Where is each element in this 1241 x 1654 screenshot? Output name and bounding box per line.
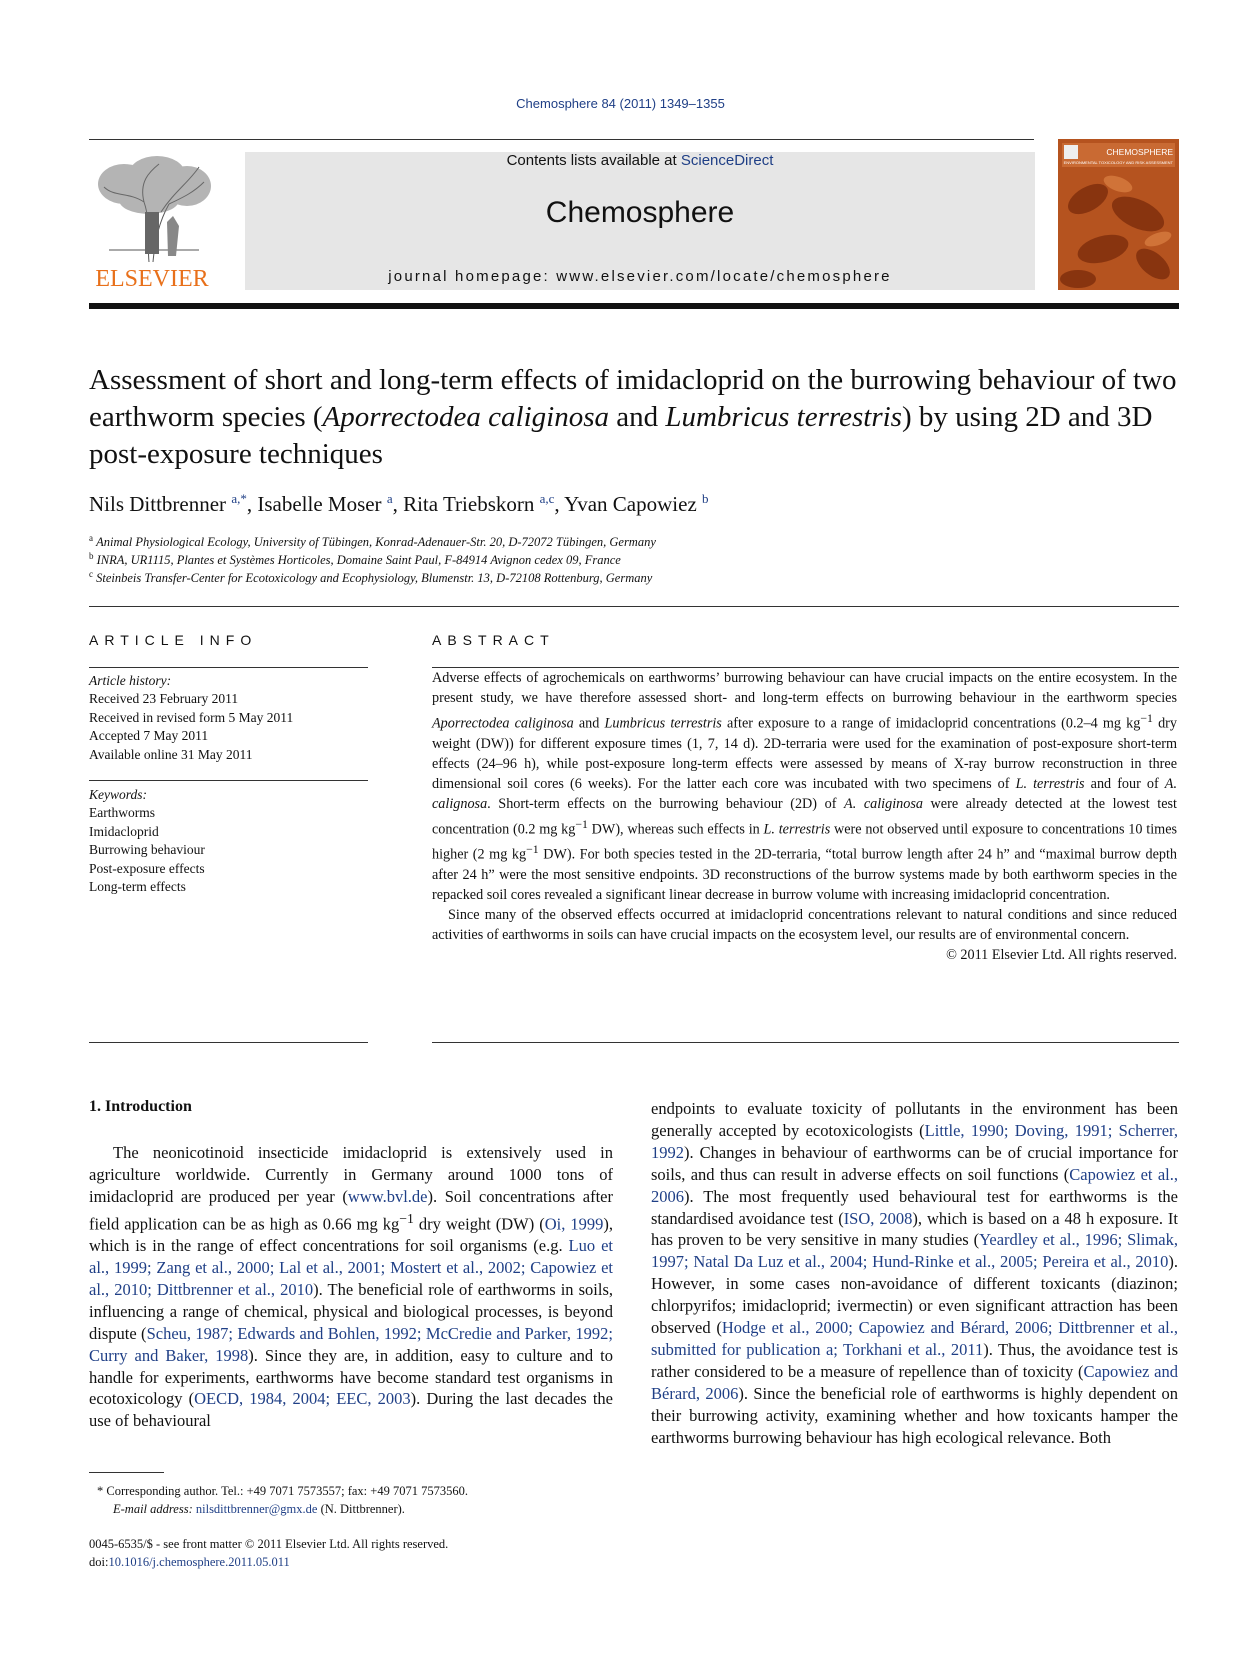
history-rule [89, 780, 368, 781]
abstract-species: L. terrestris [1015, 775, 1085, 792]
email-label: E-mail address: [113, 1502, 196, 1516]
abstract-paragraph: Since many of the observed effects occurred at imidacloprid concentrations relevant to natural conditions and since reduced activities of earthworms in soils can have crucial impacts on the ecosystem level, our results are of environmental concern. [432, 907, 1177, 944]
elsevier-logo[interactable] [89, 152, 216, 290]
affiliation-text: INRA, UR1115, Plantes et Systèmes Horticoles, Domaine Saint Paul, F-84914 Avignon cedex 09, France [96, 553, 621, 568]
exponent: −1 [1140, 711, 1153, 725]
author-affil-sup[interactable]: b [702, 491, 709, 506]
abstract-body [432, 668, 1177, 965]
elsevier-logo-text: ELSEVIER [95, 266, 209, 290]
author-affil-sup[interactable]: a,* [231, 491, 247, 506]
intro-paragraph [651, 1098, 1178, 1449]
intro-text: ). During the last decades the use of behavioural [89, 1389, 614, 1431]
journal-citation[interactable]: Chemosphere 84 (2011) 1349–1355 [516, 96, 725, 111]
abstract-text: and four of [1084, 775, 1165, 792]
abstract-paragraph [432, 668, 1177, 905]
intro-text: ), which is based on a 48 h exposure. It has proven to be very sensitive in many studies ( [651, 1208, 1178, 1250]
front-matter-notice: 0045-6535/$ - see front matter © 2011 Elsevier Ltd. All rights reserved. [89, 1537, 449, 1551]
journal-homepage[interactable]: journal homepage: www.elsevier.com/locate/chemosphere [388, 268, 892, 285]
corresponding-author-footnote [89, 1482, 468, 1518]
footnote-text: * Corresponding author. Tel.: +49 7071 7573557; fax: +49 7071 7573560. [97, 1484, 468, 1498]
contents-prefix: Contents lists available at [506, 152, 681, 169]
affiliation-sup: a [89, 533, 93, 543]
intro-text: ). Thus, the avoidance test is rather considered to be a measure of repellence than of toxicity ( [651, 1339, 1179, 1381]
history-item: Accepted 7 May 2011 [89, 728, 209, 744]
cover-subtitle: ENVIRONMENTAL TOXICOLOGY AND RISK ASSESSMENT [1063, 160, 1173, 165]
title-part: Assessment of short and long-term effects of imidacloprid on the burrowing behaviour of two earthworm species ( [89, 364, 1177, 433]
intro-text: ). Since they are, in addition, easy to culture and to handle for experiments, earthworms have become standard test organisms in ecotoxicology ( [89, 1345, 613, 1409]
abstract-text: were not observed until exposure to concentrations 10 times higher (2 mg kg [432, 821, 1178, 864]
intro-text: ). The beneficial role of earthworms in soils, influencing a range of chemical, physical and biological processes, is beyond dispute ( [89, 1279, 613, 1343]
history-label: Article history: [89, 673, 172, 688]
article-info-heading: ARTICLE INFO [89, 632, 258, 648]
abstract-bottom-rule [432, 1042, 1179, 1043]
author-name[interactable]: Nils Dittbrenner [89, 492, 227, 516]
author-name[interactable]: Rita Triebskorn [403, 492, 535, 516]
contents-line [245, 152, 1035, 169]
history-item: Received 23 February 2011 [89, 691, 239, 707]
keyword: Imidacloprid [89, 823, 159, 839]
header-thick-rule [89, 303, 1179, 309]
abstract-text: dry weight (DW)) for different exposure times (1, 7, 14 d). 2D-terraria were used for the examination of post-exposure short-term effects (24–96 h), while post-exposure long-term effects were assessed by means of X-ray burrow reconstruction in three dimensional soil cores (6 weeks). For the latter each core was incubated with two specimens of [432, 715, 1177, 792]
citation-link[interactable]: Little, 1990; Doving, 1991; Scherrer, 1992 [651, 1120, 1178, 1162]
exponent: −1 [575, 816, 588, 831]
abstract-heading: ABSTRACT [432, 632, 555, 648]
intro-text: endpoints to evaluate toxicity of pollutants in the environment has been generally accepted by ecotoxicologists ( [651, 1099, 1178, 1140]
intro-text: ). Soil concentrations after field application can be as high as 0.66 mg kg [89, 1186, 613, 1234]
author-affil-sup[interactable]: a [386, 491, 393, 506]
affiliation-text: Steinbeis Transfer-Center for Ecotoxicology and Ecophysiology, Blumenstr. 13, D-72108 Rottenburg, Germany [96, 571, 653, 586]
intro-text: ). Since the beneficial role of earthworms is highly dependent on their burrowing activity, examining whether and how toxicants hamper the earthworms burrowing behaviour has high ecological relevance. Both [651, 1383, 1178, 1447]
citation-link[interactable]: Scheu, 1987; Edwards and Bohlen, 1992; McCredie and Parker, 1992; Curry and Baker, 1998 [89, 1323, 613, 1365]
author-affil-sup[interactable]: a,c [539, 491, 555, 506]
affiliation-text: Animal Physiological Ecology, University of Tübingen, Konrad-Adenauer-Str. 20, D-72072 Tübingen, Germany [96, 535, 656, 550]
author-name[interactable]: Yvan Capowiez [564, 492, 697, 516]
doi-label: doi: [89, 1555, 109, 1569]
keywords [89, 786, 205, 896]
journal-banner [245, 152, 1035, 290]
intro-left-column [89, 1142, 613, 1432]
abstract-text: and [573, 715, 605, 732]
intro-text: dry weight (DW) ( [413, 1214, 545, 1234]
citation-link[interactable]: Capowiez and Bérard, 2006 [651, 1361, 1178, 1403]
citation-link[interactable]: OECD, 1984, 2004; EEC, 2003 [194, 1389, 411, 1409]
intro-text: ). The most frequently used behavioural test for earthworms is the standardised avoidance test ( [651, 1186, 1178, 1228]
exponent: −1 [399, 1210, 414, 1226]
intro-text: ). However, in some cases non-avoidance of different toxicants (diazinon; chlorpyrifos; imidacloprid; ivermectin) or even significant attraction has been observed ( [651, 1252, 1178, 1338]
intro-paragraph [89, 1142, 613, 1432]
title-species: Aporrectodea caliginosa [322, 401, 609, 433]
citation-link[interactable]: Yeardley et al., 1996; Slimak, 1997; Natal Da Luz et al., 2004; Hund-Rinke et al., 2005; Pereira et al., 2010 [651, 1230, 1179, 1272]
header-rule [89, 139, 1034, 140]
footnote-rule [89, 1472, 164, 1473]
copyright-notice: © 2011 Elsevier Ltd. All rights reserved. [946, 947, 1177, 964]
abstract-text: DW), whereas such effects in [587, 821, 764, 838]
affiliation [89, 551, 621, 568]
elsevier-tree-icon [89, 152, 216, 290]
keyword: Earthworms [89, 805, 155, 821]
title-part: ) by using 2D and 3D post-exposure techniques [89, 401, 1153, 470]
intro-text: The neonicotinoid insecticide imidacloprid is extensively used in agriculture worldwide. Currently in Germany around 1000 tons of imidacloprid are produced per year ( [89, 1143, 613, 1206]
abstract-text: after exposure to a range of imidacloprid concentrations (0.2–4 mg kg [721, 715, 1141, 732]
keywords-label: Keywords: [89, 787, 147, 802]
affiliation-rule [89, 606, 1179, 607]
cover-title: CHEMOSPHERE [1106, 147, 1173, 157]
citation-link[interactable]: Luo et al., 1999; Zang et al., 2000; Lal et al., 2001; Mostert et al., 2002; Capowiez et al., 2010; Dittbrenner et al., 2010 [89, 1236, 613, 1299]
sciencedirect-link[interactable]: ScienceDirect [680, 152, 774, 169]
abstract-text: were already detected at the lowest test concentration (0.2 mg kg [432, 795, 1177, 838]
affiliation [89, 569, 652, 586]
history-item: Available online 31 May 2011 [89, 746, 253, 762]
abstract-species: A. caliginosa [844, 795, 923, 812]
abstract-species: A. calignosa [432, 775, 1177, 812]
page-footer [89, 1535, 448, 1571]
abstract-text: . Short-term effects on the burrowing behaviour (2D) of [487, 795, 845, 812]
affiliation-sup: b [89, 551, 94, 561]
section-heading-introduction: 1. Introduction [89, 1098, 192, 1115]
title-species: Lumbricus terrestris [665, 401, 902, 433]
keyword: Long-term effects [89, 879, 186, 895]
title-part: and [608, 401, 666, 433]
citation-link[interactable]: Capowiez et al., 2006 [651, 1164, 1178, 1206]
email-link[interactable]: nilsdittbrenner@gmx.de [195, 1502, 318, 1516]
affiliation-sup: c [89, 569, 93, 579]
citation-link[interactable]: ISO, 2008 [843, 1208, 913, 1228]
author-name[interactable]: Isabelle Moser [257, 492, 382, 516]
journal-name: Chemosphere [545, 196, 735, 229]
keyword: Post-exposure effects [89, 860, 205, 876]
journal-cover[interactable] [1058, 139, 1179, 290]
intro-text: ), which is in the range of effect concentrations for soil organisms (e.g. [89, 1214, 613, 1256]
article-info-bottom-rule [89, 1042, 368, 1043]
exponent: −1 [526, 842, 539, 857]
affiliation [89, 533, 656, 550]
abstract-text: DW). For both species tested in the 2D-terraria, “total burrow length after 24 h” and “maximal burrow depth after 24 h” were the most sensitive endpoints. 3D reconstructions of the burrow systems made by both earthworm species in the repacked soil cores revealed a significant linear decrease in burrow volume with increasing imidacloprid concentration. [432, 847, 1177, 904]
intro-text: ). Changes in behaviour of earthworms can be of crucial importance for soils, and thus can result in adverse effects on soil functions ( [651, 1142, 1178, 1184]
author-list: Nils Dittbrenner $^{a,*}$, Isabelle Moser $^a$, Rita Triebskorn $^{a,c}$, Yvan Capowiez $^b$ [89, 491, 709, 516]
email-suffix: (N. Dittbrenner). [317, 1502, 405, 1516]
article-title [89, 362, 1179, 473]
citation-link[interactable]: www.bvl.de [347, 1186, 428, 1206]
citation-link[interactable]: Oi, 1999 [544, 1214, 604, 1234]
abstract-species: Aporrectodea caliginosa [432, 715, 574, 732]
article-info-rule [89, 667, 368, 668]
article-history [89, 672, 293, 764]
intro-right-column [651, 1098, 1178, 1449]
abstract-species: Lumbricus terrestris [604, 715, 722, 732]
cover-image-icon [1058, 139, 1179, 290]
abstract-text: Adverse effects of agrochemicals on earthworms’ burrowing behaviour can have crucial impacts on the entire ecosystem. In the present study, we have therefore assessed short- and long-term effects on burrowing behaviour in the earthworm species [432, 670, 1177, 706]
keyword: Burrowing behaviour [89, 842, 205, 858]
history-item: Received in revised form 5 May 2011 [89, 709, 294, 725]
abstract-species: L. terrestris [763, 821, 831, 838]
citation-link[interactable]: Hodge et al., 2000; Capowiez and Bérard, 2006; Dittbrenner et al., submitted for publication a; Torkhani et al., 2011 [651, 1318, 1178, 1359]
doi-link[interactable]: 10.1016/j.chemosphere.2011.05.011 [108, 1555, 290, 1569]
